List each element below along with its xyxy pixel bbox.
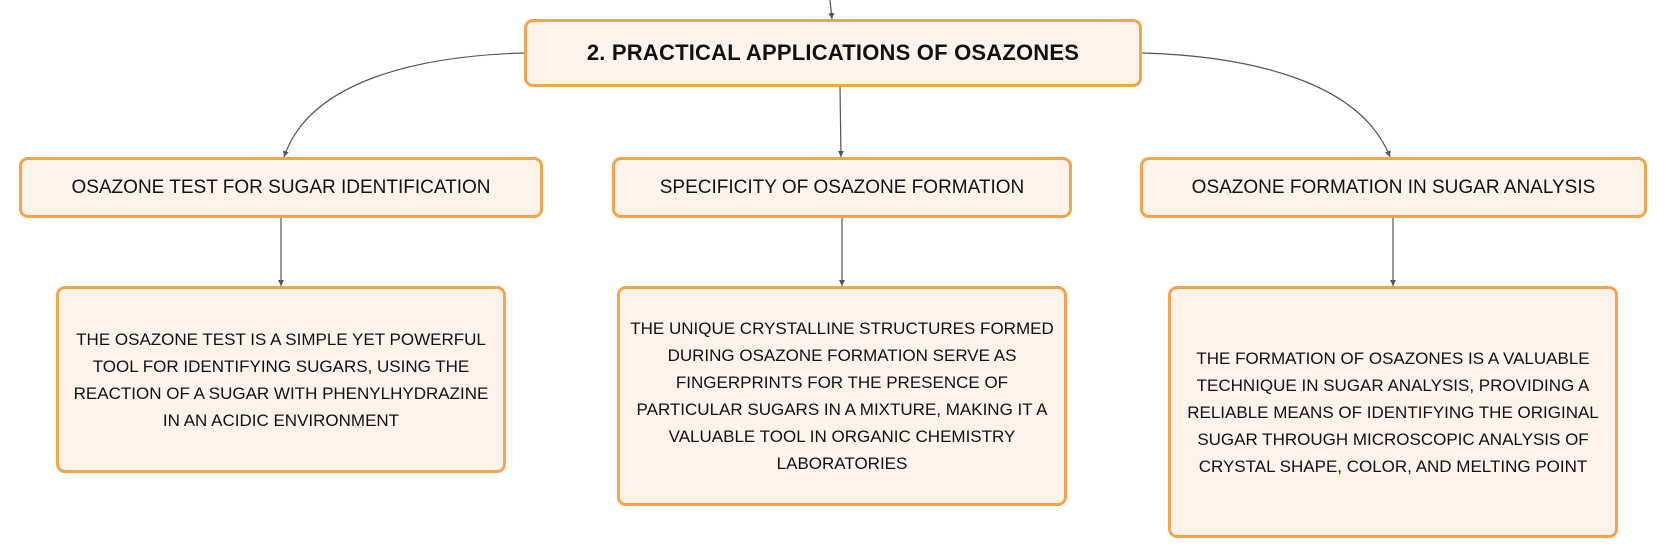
- connector-incoming: [830, 0, 832, 19]
- branch-node-label: OSAZONE TEST FOR SUGAR IDENTIFICATION: [71, 176, 491, 198]
- detail-node-specificity[interactable]: [617, 286, 1067, 506]
- detail-node-text: THE UNIQUE CRYSTALLINE STRUCTURES FORMED DURING OSAZONE FORMATION SERVE AS FINGERPRINTS FOR THE PRESENCE OF PARTICULAR SUGARS IN A MIXTURE, MAKING IT A VALUABLE TOOL IN ORGANIC CHEMISTRY LABORATORIES: [630, 319, 1054, 473]
- root-node[interactable]: [524, 19, 1142, 87]
- branch-node-specificity[interactable]: [612, 157, 1072, 218]
- branch-node-label: OSAZONE FORMATION IN SUGAR ANALYSIS: [1191, 176, 1596, 198]
- detail-node-text: THE OSAZONE TEST IS A SIMPLE YET POWERFUL TOOL FOR IDENTIFYING SUGARS, USING THE REACTION OF A SUGAR WITH PHENYLHYDRAZINE IN AN ACIDIC ENVIRONMENT: [73, 329, 489, 430]
- connector-root-to-branch-2: [840, 87, 841, 157]
- connector-root-to-branch-3: [1142, 53, 1390, 157]
- detail-node-sugar-identification[interactable]: [56, 286, 506, 473]
- connector-root-to-branch-1: [284, 53, 524, 157]
- root-node-label: 2. PRACTICAL APPLICATIONS OF OSAZONES: [586, 40, 1080, 65]
- branch-node-sugar-identification[interactable]: [19, 157, 543, 218]
- branch-node-label: SPECIFICITY OF OSAZONE FORMATION: [659, 176, 1025, 198]
- detail-node-sugar-analysis[interactable]: [1168, 286, 1618, 538]
- branch-node-sugar-analysis[interactable]: [1140, 157, 1647, 218]
- detail-node-text: THE FORMATION OF OSAZONES IS A VALUABLE TECHNIQUE IN SUGAR ANALYSIS, PROVIDING A RELIABLE MEANS OF IDENTIFYING THE ORIGINAL SUGAR THROUGH MICROSCOPIC ANALYSIS OF CRYSTAL SHAPE, COLOR, AND MELTING POINT: [1187, 348, 1599, 476]
